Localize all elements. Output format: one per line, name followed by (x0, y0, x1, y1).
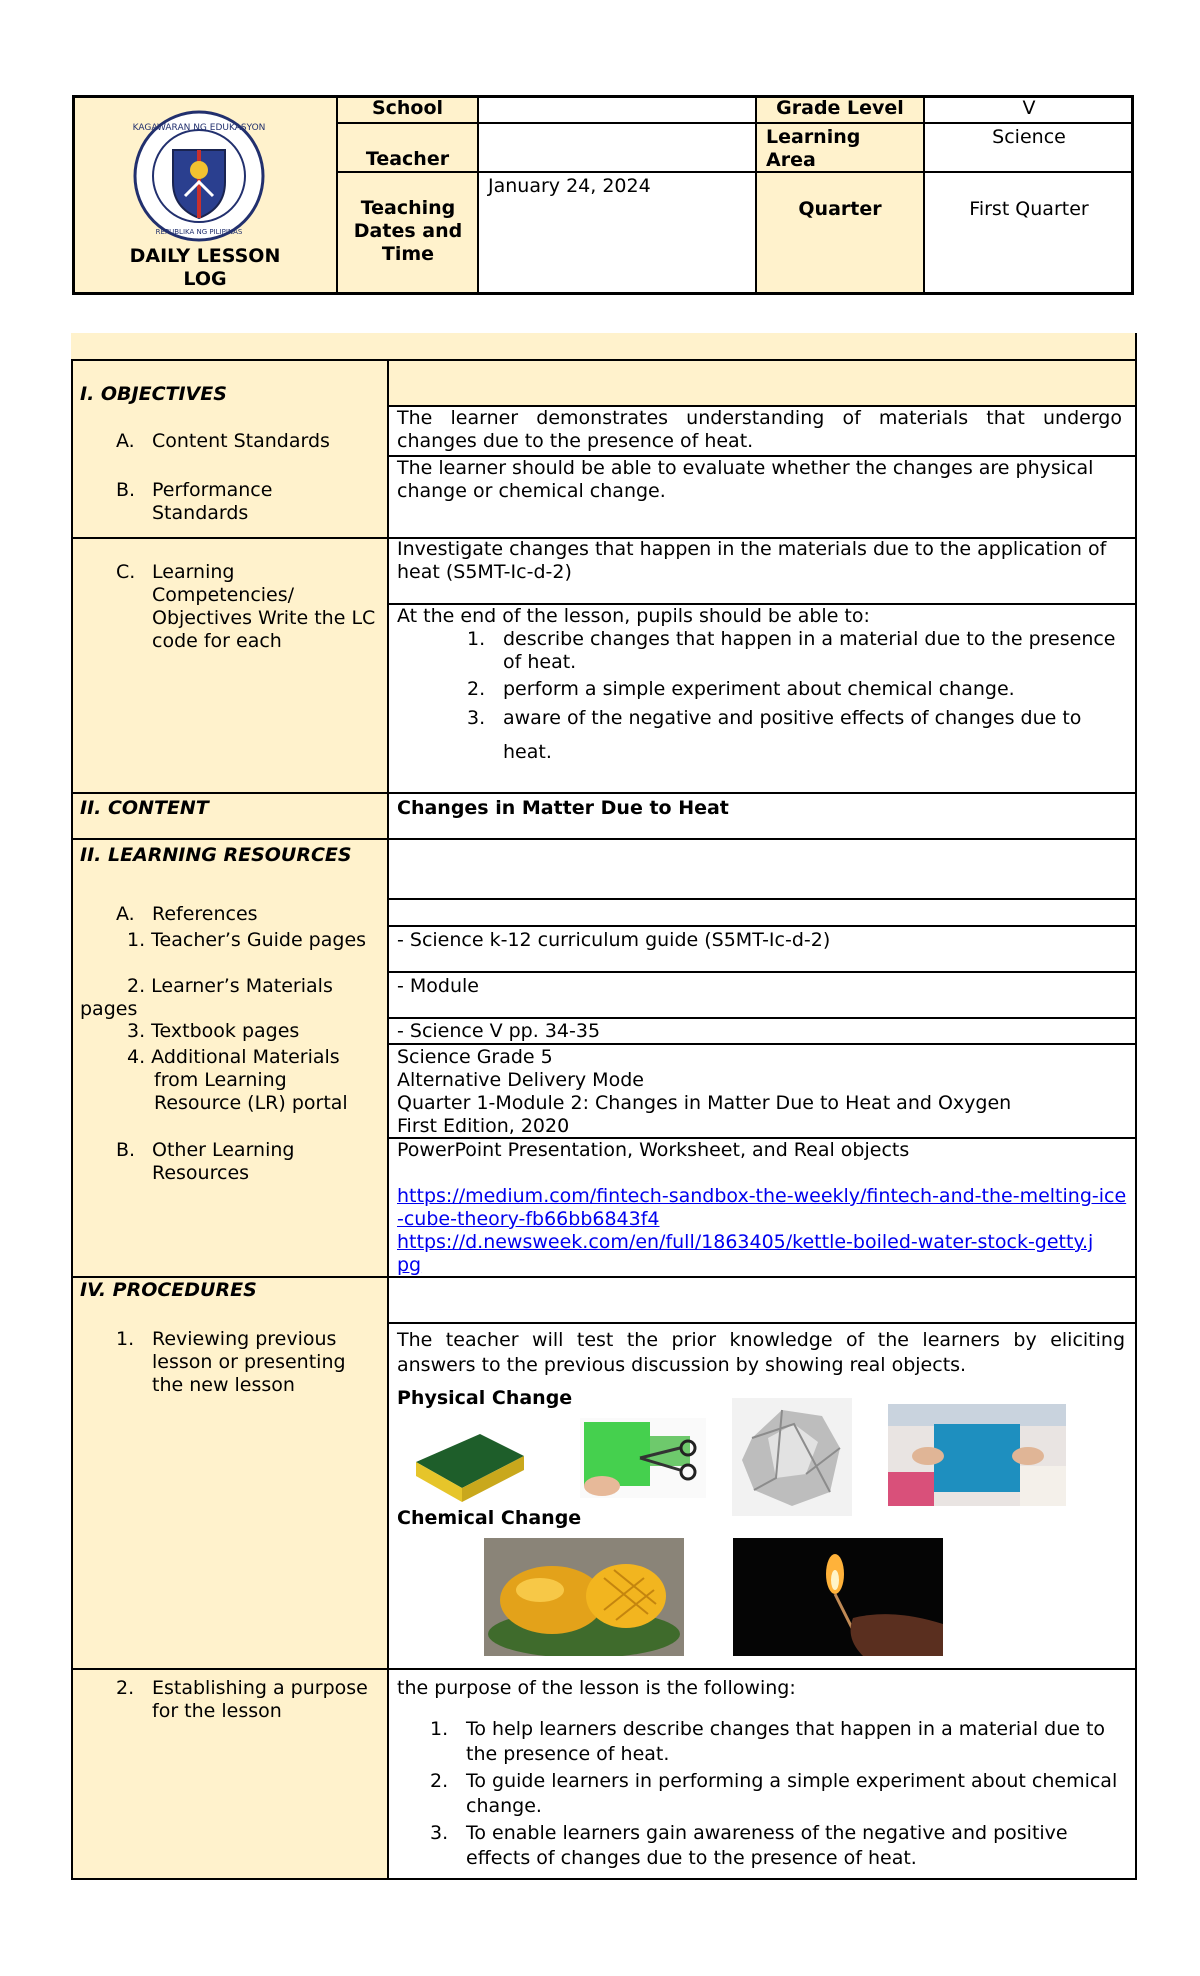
table-top-strip (71, 333, 1137, 359)
competencies-intro: At the end of the lesson, pupils should be able to: (397, 605, 870, 627)
cutting-paper-image (580, 1418, 706, 1498)
folding-clothes-image (888, 1404, 1066, 1506)
list-item (467, 628, 1122, 674)
purpose-marker: 2. (116, 1677, 135, 1699)
additional-material-line: Alternative Delivery Mode (397, 1069, 644, 1091)
other-resources-marker: B. (116, 1139, 136, 1161)
teachers-guide-value: - Science k-12 curriculum guide (S5MT-Ic-d-2) (397, 929, 831, 951)
header-divider (336, 171, 1133, 173)
deped-seal-logo (133, 110, 265, 242)
header-divider (336, 95, 338, 295)
learners-materials-label: 2. Learner’s Materials pages (80, 975, 333, 1020)
row-divider (387, 1322, 1137, 1324)
procedures-heading: IV. PROCEDURES (80, 1279, 257, 1301)
performance-standards-marker: B. (116, 479, 136, 501)
dates-label: Teaching Dates and Time (353, 197, 463, 265)
other-resources-label: Other Learning Resources (152, 1139, 295, 1184)
list-item (430, 1769, 1130, 1819)
row-divider (387, 925, 1137, 927)
header-divider (755, 95, 757, 295)
quarter-value: First Quarter (969, 198, 1089, 220)
additional-material-line: Science Grade 5 (397, 1046, 553, 1068)
list-number: 2. (467, 678, 486, 700)
header-divider (477, 95, 479, 295)
additional-materials-label: 4. Additional Materials from Learning Resource (LR) portal (127, 1046, 348, 1114)
row-divider (71, 838, 1137, 840)
textbook-value: - Science V pp. 34-35 (397, 1020, 601, 1042)
additional-material-line: First Edition, 2020 (397, 1115, 570, 1137)
row-divider (387, 898, 1137, 900)
row-divider (387, 1043, 1137, 1045)
grade-label: Grade Level (776, 97, 904, 119)
list-text: To help learners describe changes that happen in a material due to the presence of heat. (466, 1718, 1106, 1765)
svg-text:KAGAWARAN NG EDUKASYON: KAGAWARAN NG EDUKASYON (133, 123, 265, 133)
list-text: To enable learners gain awareness of the negative and positive effects of changes due to the presence of heat. (466, 1822, 1068, 1869)
list-text: aware of the negative and positive effects of changes due to heat. (503, 707, 1082, 763)
content-standards-text: The learner demonstrates understanding of materials that undergo changes due to the presence of heat. (397, 407, 1122, 452)
physical-change-heading: Physical Change (397, 1387, 573, 1409)
content-value: Changes in Matter Due to Heat (397, 797, 729, 819)
references-marker: A. (116, 903, 135, 925)
other-resources-value: PowerPoint Presentation, Worksheet, and Real objects (397, 1139, 910, 1161)
list-number: 3. (467, 707, 486, 729)
list-number: 3. (430, 1822, 449, 1844)
row-divider (387, 971, 1137, 973)
sponge-image (410, 1422, 530, 1504)
competencies-code-text: Investigate changes that happen in the materials due to the application of heat (S5MT-Ic-d-2) (397, 538, 1107, 583)
resource-link-newsweek[interactable]: https://d.newsweek.com/en/full/1863405/kettle-boiled-water-stock-getty.jpg (397, 1231, 1094, 1276)
row-divider (71, 359, 1137, 361)
competencies-label: Learning Competencies/ Objectives Write the LC code for each (152, 561, 376, 652)
row-divider (71, 1878, 1137, 1880)
list-item (430, 1821, 1130, 1871)
competencies-marker: C. (116, 561, 136, 583)
quarter-label: Quarter (798, 198, 882, 220)
list-number: 1. (467, 628, 486, 650)
row-divider (71, 1668, 1137, 1670)
reviewing-label: Reviewing previous lesson or presenting the new lesson (152, 1328, 346, 1396)
log-title: DAILY LESSON LOG (129, 245, 281, 290)
objectives-header-right (389, 359, 1135, 405)
list-number: 1. (430, 1718, 449, 1740)
list-item (467, 678, 1122, 701)
teacher-label: Teacher (365, 148, 450, 170)
row-divider (387, 1017, 1137, 1019)
competencies-list (467, 628, 1122, 769)
chemical-change-heading: Chemical Change (397, 1507, 582, 1529)
list-text: To guide learners in performing a simple experiment about chemical change. (466, 1770, 1118, 1817)
burning-match-image (733, 1538, 943, 1656)
svg-text:REPUBLIKA NG PILIPINAS: REPUBLIKA NG PILIPINAS (155, 228, 243, 236)
content-standards-marker: A. (116, 430, 135, 452)
objectives-heading: I. OBJECTIVES (80, 383, 227, 405)
purpose-label: Establishing a purpose for the lesson (152, 1677, 368, 1722)
content-heading: II. CONTENT (80, 797, 209, 819)
header-divider (336, 122, 1133, 124)
reviewing-marker: 1. (116, 1328, 135, 1350)
reviewing-text: The teacher will test the prior knowledge of the learners by eliciting answers to the previous discussion by showing real objects. (397, 1329, 1125, 1376)
list-text: perform a simple experiment about chemical change. (503, 678, 1015, 700)
school-label: School (371, 97, 444, 119)
content-standards-label: Content Standards (152, 430, 330, 452)
list-text: describe changes that happen in a material due to the presence of heat. (503, 628, 1116, 673)
learners-materials-value: - Module (397, 975, 479, 997)
list-item (467, 701, 1122, 769)
dates-value: January 24, 2024 (488, 175, 651, 197)
purpose-intro: the purpose of the lesson is the following: (397, 1677, 796, 1699)
row-divider (71, 792, 1137, 794)
additional-materials-lines (397, 1046, 1127, 1138)
list-number: 2. (430, 1770, 449, 1792)
mango-image (484, 1538, 684, 1656)
resources-heading: II. LEARNING RESOURCES (80, 844, 352, 866)
teachers-guide-label: 1. Teacher’s Guide pages (127, 929, 367, 951)
header-divider (923, 95, 925, 295)
performance-standards-label: Performance Standards (152, 479, 273, 524)
resource-link-medium[interactable]: https://medium.com/fintech-sandbox-the-weekly/fintech-and-the-melting-ice-cube-theory-fb66bb6843f4 (397, 1185, 1127, 1230)
purpose-list (430, 1717, 1130, 1871)
references-label: References (152, 903, 258, 925)
area-label: Learning Area (766, 126, 861, 171)
performance-standards-text: The learner should be able to evaluate whether the changes are physical change or chemical change. (397, 457, 1094, 502)
grade-value: V (1022, 97, 1036, 119)
crumpled-foil-image (732, 1398, 852, 1516)
list-item (430, 1717, 1130, 1767)
additional-material-line: Quarter 1-Module 2: Changes in Matter Due to Heat and Oxygen (397, 1092, 1012, 1114)
textbook-label: 3. Textbook pages (127, 1020, 300, 1042)
area-value: Science (992, 126, 1066, 148)
